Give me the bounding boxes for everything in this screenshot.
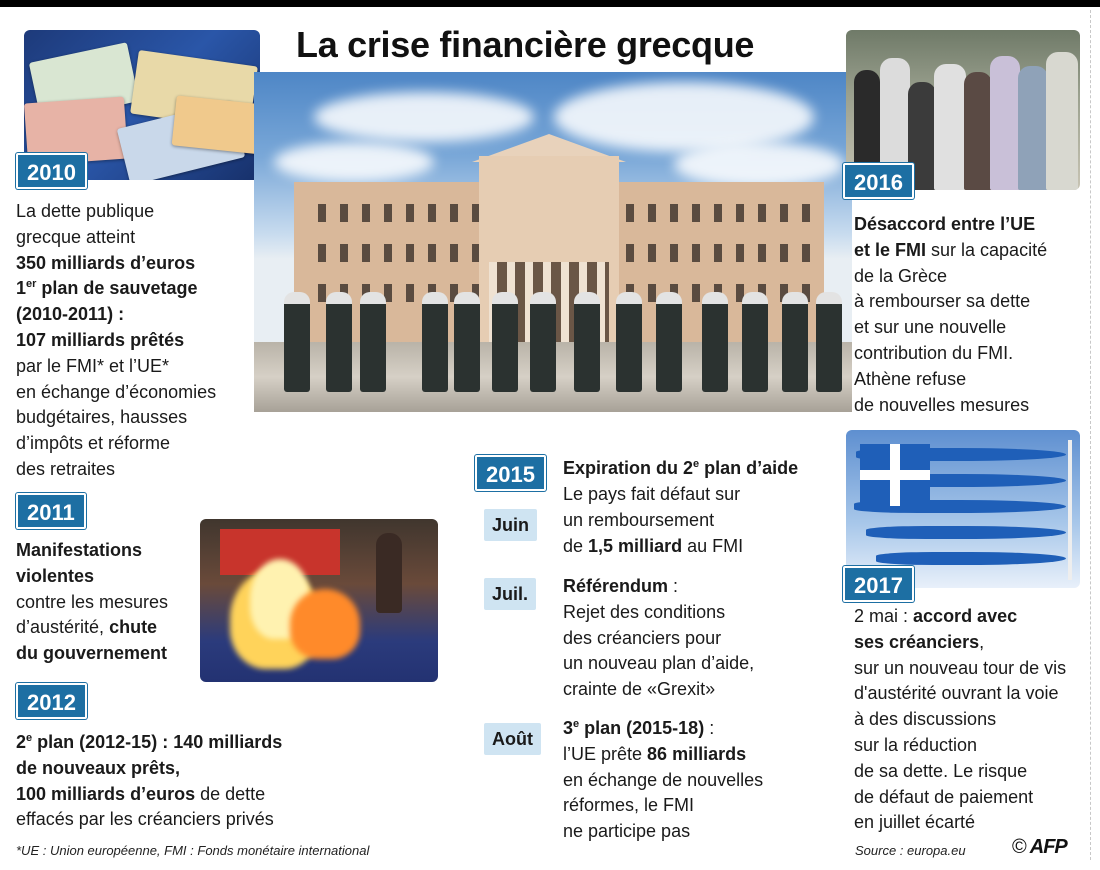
text-2016-line: de nouvelles mesures [854, 394, 1030, 415]
text-aout-ordinal: e [573, 718, 580, 730]
text-2012-plan-ordinal: e [26, 732, 33, 744]
month-badge-aout: Août [484, 723, 541, 755]
text-2017-creditors: ses créanciers [854, 631, 980, 652]
section-2015-juillet [563, 574, 754, 703]
text-juil-referendum: Référendum [563, 576, 669, 596]
text-2010-plan-label: plan de sauvetage [36, 278, 198, 299]
text-2017-line: de sa dette. Le risque [854, 760, 1028, 781]
text-2017-agreement: accord avec [913, 606, 1018, 626]
text-2012-new-loans: de nouveaux prêts, [16, 757, 181, 778]
text-2010-line: d’impôts et réforme [16, 433, 171, 454]
text-2011-austerity: d’austérité, [16, 617, 110, 638]
text-2010-line: grecque atteint [16, 226, 136, 247]
page-title: La crise financière grecque [296, 24, 755, 65]
text-2012-plan-amount: plan (2012-15) : 140 milliards [32, 732, 283, 752]
text-2011-line: contre les mesures [16, 591, 169, 612]
text-juil-line: un nouveau plan d’aide, [563, 653, 755, 674]
text-2016-capacity: sur la capacité [926, 239, 1048, 260]
text-2012-debt-written-off: 100 milliards d’euros [16, 783, 196, 804]
text-2010-line: en échange d’économies [16, 381, 217, 402]
photo-athens-parliament-riot-police [254, 72, 852, 412]
text-2017-line: sur un nouveau tour de vis [854, 657, 1067, 678]
section-2017 [854, 604, 1066, 836]
text-2012-line: effacés par les créanciers privés [16, 809, 274, 830]
text-juin-suffix: au FMI [682, 535, 744, 556]
section-2010 [16, 199, 216, 483]
year-badge-2010: 2010 [16, 153, 87, 189]
source-note: Source : europa.eu [855, 843, 966, 858]
year-badge-2016: 2016 [843, 163, 914, 199]
text-2015-expiry: Expiration du 2 [563, 458, 694, 478]
text-aout-line: ne participe pas [563, 821, 691, 842]
text-2010-line: par le FMI* et l’UE* [16, 355, 170, 376]
section-2015-heading [563, 456, 798, 482]
month-badge-juillet: Juil. [484, 578, 536, 610]
text-2012-plan-number: 2 [16, 732, 27, 752]
text-juil-line: crainte de «Grexit» [563, 679, 716, 700]
photo-greek-flag [846, 430, 1080, 588]
text-aout-line: en échange de nouvelles [563, 769, 764, 790]
text-2010-line: des retraites [16, 458, 116, 479]
text-2015-ordinal: e [693, 458, 700, 470]
text-2011-fall: chute [109, 617, 158, 638]
text-juin-prefix: de [563, 535, 589, 556]
text-2010-line: La dette publique [16, 201, 155, 221]
text-2015-aid-plan: plan d’aide [699, 458, 799, 478]
text-2010-plan-number: 1 [16, 278, 27, 299]
text-juin-line: un remboursement [563, 509, 715, 530]
text-juil-line: Rejet des conditions [563, 601, 726, 622]
page-edge-guide [1090, 10, 1091, 860]
text-2016-line: contribution du FMI. [854, 342, 1014, 363]
section-2012 [16, 730, 282, 833]
text-juin-line: Le pays fait défaut sur [563, 484, 741, 504]
text-2010-loan-amount: 107 milliards prêtés [16, 329, 185, 350]
afp-logo: AFP [1029, 836, 1067, 858]
text-aout-lends: l’UE prête [563, 743, 648, 764]
text-2011-government: du gouvernement [16, 643, 168, 664]
month-badge-juin: Juin [484, 509, 537, 541]
section-2015-aout [563, 716, 763, 845]
top-rule [0, 0, 1100, 7]
year-badge-2017: 2017 [843, 566, 914, 602]
text-2016-imf: et le FMI [854, 239, 927, 260]
text-2017-line: en juillet écarté [854, 812, 976, 833]
text-2016-line: et sur une nouvelle [854, 317, 1007, 338]
text-2016-line: de la Grèce [854, 265, 948, 286]
text-2017-line: d'austérité ouvrant la voie [854, 683, 1059, 704]
photo-burning-eu-flag-protest [200, 519, 438, 682]
text-2010-plan-period: (2010-2011) : [16, 304, 125, 325]
section-2015-juin [563, 482, 743, 559]
text-2012-debt-label: de dette [195, 783, 266, 804]
text-2016-disagreement: Désaccord entre l’UE [854, 214, 1036, 234]
year-badge-2012: 2012 [16, 683, 87, 719]
text-2017-line: de défaut de paiement [854, 786, 1034, 807]
copyright-symbol: © [1012, 836, 1027, 858]
section-2011 [16, 538, 168, 667]
text-2016-line: Athène refuse [854, 368, 967, 389]
text-2017-line: à des discussions [854, 709, 997, 730]
text-2010-debt-amount: 350 milliards d’euros [16, 252, 196, 273]
text-2017-date: 2 mai : [854, 606, 914, 626]
text-aout-line: réformes, le FMI [563, 795, 695, 816]
year-badge-2011: 2011 [16, 493, 86, 529]
text-2017-line: sur la réduction [854, 734, 978, 755]
text-2010-plan-ordinal: er [26, 278, 37, 291]
text-aout-amount: 86 milliards [647, 743, 747, 764]
text-aout-plan-period: plan (2015-18) [579, 718, 705, 738]
text-2011-violent: violentes [16, 565, 95, 586]
text-juil-colon: : [668, 576, 679, 596]
text-2011-protests: Manifestations [16, 540, 143, 560]
text-aout-colon: : [704, 718, 715, 738]
text-2017-comma: , [979, 631, 985, 652]
text-2016-line: à rembourser sa dette [854, 291, 1031, 312]
year-badge-2015: 2015 [475, 455, 546, 491]
text-juin-amount: 1,5 milliard [588, 535, 683, 556]
text-aout-plan-number: 3 [563, 718, 574, 738]
section-2016 [854, 212, 1047, 418]
afp-credit [1012, 836, 1067, 859]
text-juil-line: des créanciers pour [563, 627, 722, 648]
text-2010-line: budgétaires, hausses [16, 407, 188, 428]
footnote: *UE : Union européenne, FMI : Fonds monétaire international [16, 843, 370, 858]
